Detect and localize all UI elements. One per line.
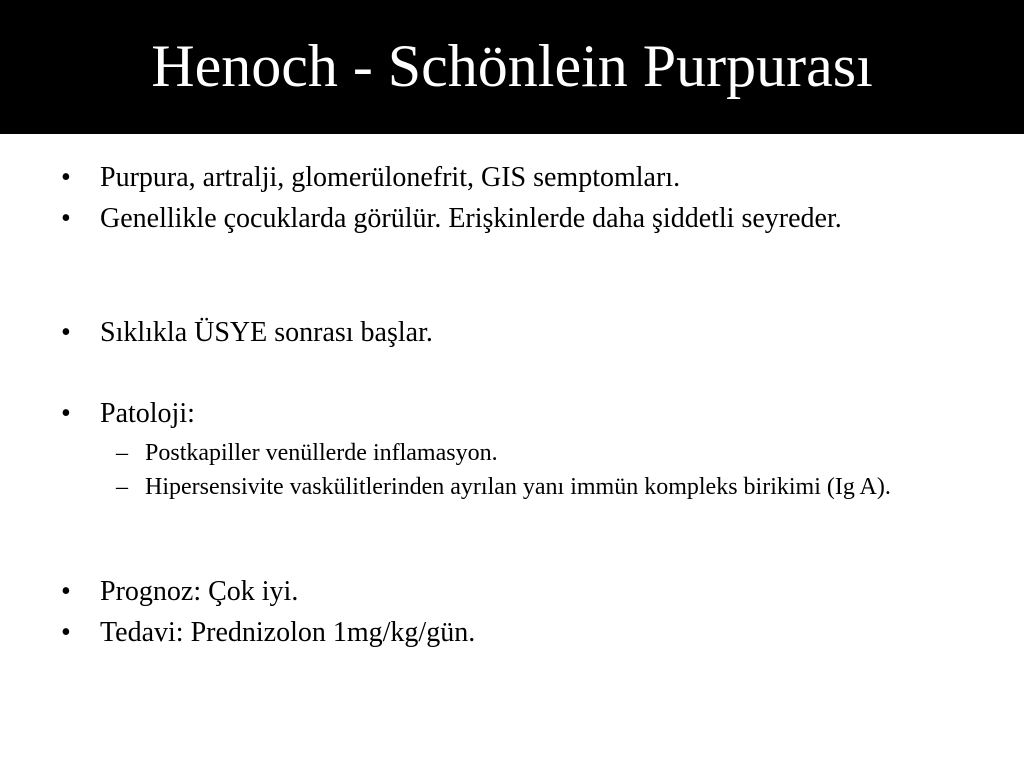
bullet-icon: • xyxy=(61,398,71,429)
bullet-icon: • xyxy=(61,203,71,234)
bullet-item: Patoloji: xyxy=(100,398,195,429)
slide-title: Henoch - Schönlein Purpurası xyxy=(151,33,873,99)
bullet-icon: • xyxy=(61,617,71,648)
bullet-item: Tedavi: Prednizolon 1mg/kg/gün. xyxy=(100,617,476,648)
bullet-item: Genellikle çocuklarda görülür. Erişkinlerde daha şiddetli seyreder. xyxy=(100,203,842,234)
bullet-item: Purpura, artralji, glomerülonefrit, GIS semptomları. xyxy=(100,162,681,193)
bullet-icon: • xyxy=(61,162,71,193)
sub-bullet-item: Postkapiller venüllerde inflamasyon. xyxy=(145,440,498,466)
sub-bullet-item: Hipersensivite vaskülitlerinden ayrılan yanı immün kompleks birikimi (Ig A). xyxy=(145,474,891,500)
bullet-item: Sıklıkla ÜSYE sonrası başlar. xyxy=(100,317,433,348)
dash-icon: – xyxy=(116,474,128,500)
bullet-item: Prognoz: Çok iyi. xyxy=(100,576,299,607)
bullet-icon: • xyxy=(61,576,71,607)
dash-icon: – xyxy=(116,440,128,466)
bullet-icon: • xyxy=(61,317,71,348)
